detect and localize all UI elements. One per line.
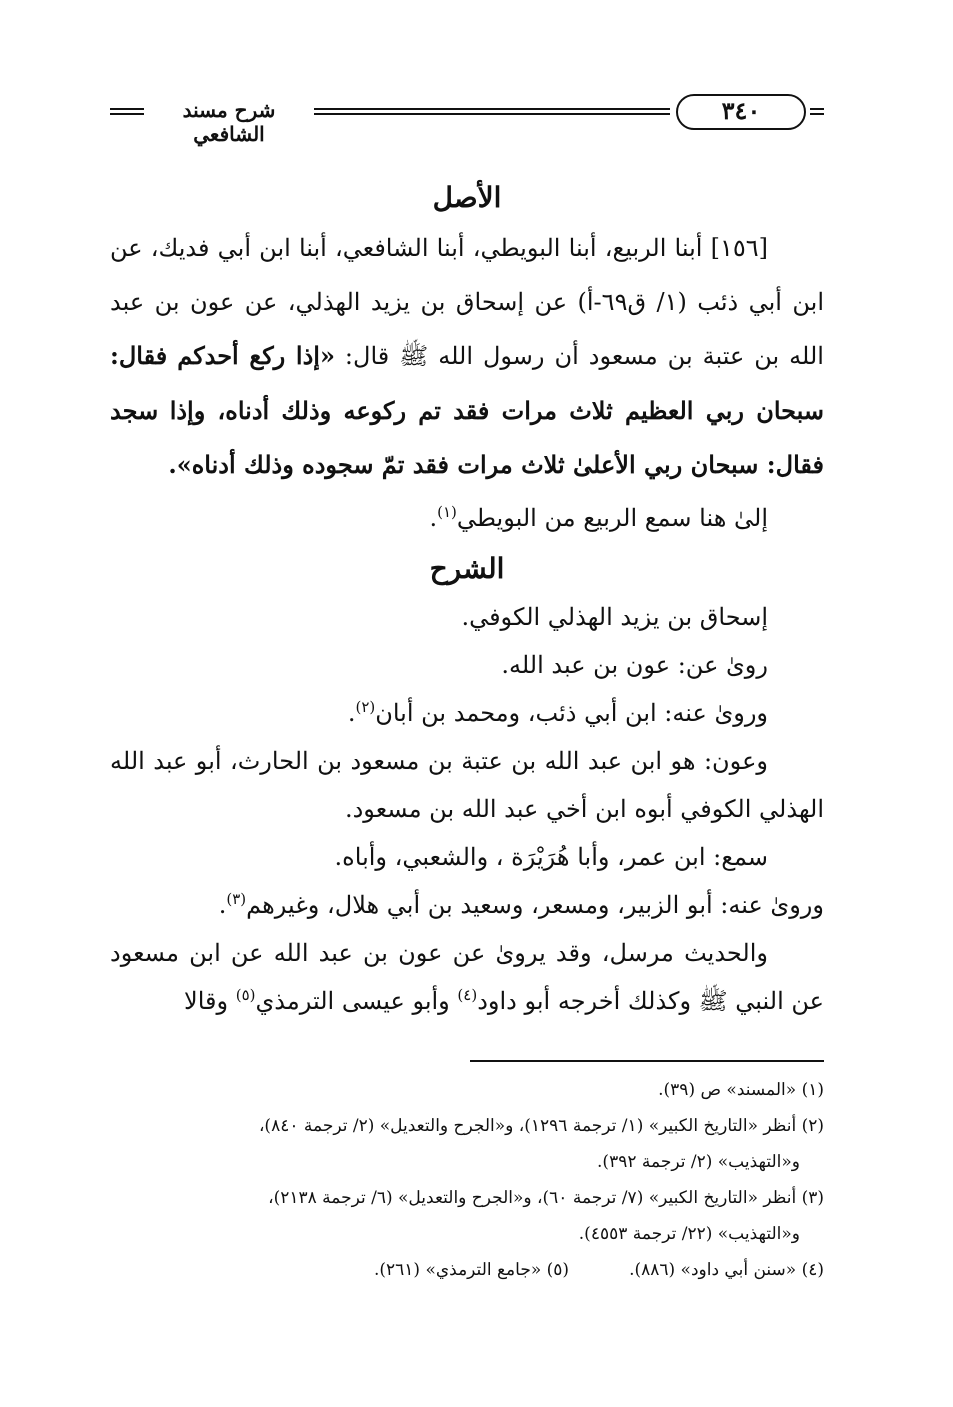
commentary-paragraph-awn <box>110 737 824 833</box>
footnote-4: (٤) «سنن أبي داود» (٨٨٦). <box>629 1260 824 1280</box>
footnote-ref-3: (٣) <box>226 889 247 908</box>
commentary-line-6: سمع: ابن عمر، وأبا هُرَيْرَة ، والشعبي، وأباه. <box>334 842 768 871</box>
commentary-line-8: والحديث مرسل، وقد يرویٰ عن عون بن عبد الله عن ابن مسعود <box>110 938 768 967</box>
running-header <box>110 86 824 146</box>
footnotes <box>110 1072 824 1288</box>
commentary-line-7: ورویٰ عنه: أبو الزبير، ومسعر، وسعيد بن أبي هلال، وغيرهم$^{(٣)}$. <box>218 889 824 919</box>
main-text <box>110 174 824 1025</box>
commentary-line-5: الله الهذلي الكوفي أبوه ابن أخي عبد الله بن مسعود. <box>110 746 824 823</box>
transmission-note-text: إلىٰ هنا سمع الربيع من البويطي <box>456 503 768 532</box>
footnote-ref-1: (١) <box>437 502 457 521</box>
commentary-line-9b: وأبو عيسى الترمذي <box>255 986 458 1015</box>
footnote-ref-4: (٤) <box>457 985 478 1004</box>
footnote-2: (٢) أنظر «التاريخ الكبير» (١/ ترجمة ١٢٩٦)، و«الجرح والتعديل» (٢/ ترجمة ٨٤٠)، <box>258 1116 824 1136</box>
hadith-line-1: [١٥٦] أبنا الربيع، أبنا البويطي، أبنا الشافعي، أبنا ابن أبي <box>217 234 768 262</box>
commentary-line-9a: عن النبي ﷺ وكذلك أخرجه أبو داود <box>477 986 824 1015</box>
commentary-line-3: ورویٰ عنه: ابن أبي ذئب، ومحمد بن أبان$^{(٢)}$. <box>347 697 768 727</box>
hadith-line-3-bold: «إذا ركع أحدكم <box>177 341 335 370</box>
footnote-5: (٥) «جامع الترمذي» (٢٦١). <box>373 1260 570 1280</box>
commentary-line-1: إسحاق بن يزيد الهذلي الكوفي. <box>461 602 768 631</box>
hadith-text <box>110 222 824 493</box>
commentary-line-4: وعون: هو ابن عبد الله بن عتبة بن مسعود بن الحارث، أبو عبد <box>153 746 768 775</box>
section-heading-original: الأصل <box>432 181 502 214</box>
header-rule-middle <box>314 108 670 118</box>
footnote-separator <box>470 1060 824 1062</box>
book-title: شرح مسند الشافعي <box>182 98 276 146</box>
hadith-line-4: فقال: سبحان ربي العظيم ثلاث مرات فقد تم ركوعه وذلك أدناه، وإذا <box>110 341 824 425</box>
footnote-ref-2: (٢) <box>355 697 376 716</box>
hadith-line-3-plain: بن عبد الله بن عتبة بن مسعود أن رسول الله ﷺ قال: <box>110 287 824 370</box>
transmission-note: إلىٰ هنا سمع الربيع من البويطي$^{(١)}$. <box>429 502 768 532</box>
header-rule-left <box>110 108 144 118</box>
page-number: ٣٤٠ <box>676 94 806 130</box>
commentary-line-2: رویٰ عن: عون بن عبد الله. <box>501 650 768 679</box>
header-rule-right <box>810 108 824 118</box>
commentary-line-9c: وقالا <box>184 986 236 1015</box>
footnote-3: (٣) أنظر «التاريخ الكبير» (٧/ ترجمة ٦٠)، و«الجرح والتعديل» (٦/ ترجمة ٢١٣٨)، <box>268 1188 824 1208</box>
commentary-line-3-text: ورویٰ عنه: ابن أبي ذئب، ومحمد بن أبان <box>375 698 768 727</box>
footnote-row-4-5 <box>110 1252 824 1288</box>
hadith-line-2: فديك، عن ابن أبي ذئب (١/ ق٦٩-أ) عن إسحاق بن يزيد الهذلي، عن عون <box>110 234 825 316</box>
commentary-line-7-text: ورویٰ عنه: أبو الزبير، ومسعر، وسعيد بن أبي هلال، وغيرهم <box>246 890 824 919</box>
commentary-paragraph-hadith-status <box>110 929 824 1025</box>
footnote-3-continued: و«التهذيب» (٢٢/ ترجمة ٤٥٥٣). <box>578 1224 800 1244</box>
footnote-1: (١) «المسند» ص (٣٩). <box>658 1080 824 1100</box>
section-heading-commentary: الشرح <box>429 551 505 585</box>
hadith-line-5: سجد فقال: سبحان ربي الأعلىٰ ثلاث مرات فقد تمّ سجوده وذلك أدناه». <box>110 395 824 479</box>
footnote-ref-5: (٥) <box>235 985 256 1004</box>
footnote-2-continued: و«التهذيب» (٢/ ترجمة ٣٩٢). <box>597 1152 800 1172</box>
